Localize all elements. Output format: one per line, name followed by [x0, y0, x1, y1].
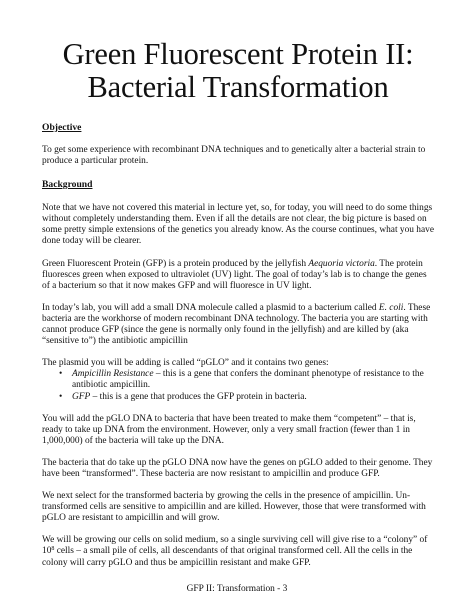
plasmid-intro-paragraph: In today’s lab, you will add a small DNA molecule called a plasmid to a bacterium called E. coli. These bacteria are the workhorse of modern recombinant DNA technology. The bacteria you are starting with cannot produce GFP (since the gene is normally only found in the jellyfish) and are killed by (aka “sensitive to”) the antibiotic ampicillin — [42, 302, 431, 347]
title-line-1: Green Fluorescent Protein II: — [62, 37, 414, 71]
gene-list — [42, 369, 434, 402]
gene-name: GFP — [72, 391, 91, 402]
bullet-icon: • — [59, 391, 63, 402]
objective-heading: Objective — [42, 122, 82, 133]
page-title — [42, 0, 434, 104]
gene-name: Ampicillin Resistance — [72, 369, 154, 380]
list-item — [42, 369, 434, 391]
bullet-icon: • — [59, 369, 63, 380]
list-item — [42, 392, 434, 403]
background-heading: Background — [42, 179, 93, 191]
gfp-paragraph: Green Fluorescent Protein (GFP) is a protein produced by the jellyfish Aequoria victoria. The protein fluoresces green when exposed to ultraviolet (UV) light. The goal of today’s lab is to change the genes of a bacterium so that it now makes GFP and will fluoresce in UV light. — [42, 258, 427, 291]
bacterium-name: E. coli — [378, 302, 404, 313]
objective-text: To get some experience with recombinant DNA techniques and to genetically alter a bacterial strain to produce a particular protein. — [42, 145, 426, 167]
page-footer: GFP II: Transformation - 3 — [186, 584, 288, 594]
colony-paragraph: We will be growing our cells on solid medium, so a single surviving cell will give rise to a “colony” of $10^8$ cells – a small pile of cells, all descendants of that original transformed cell. All the cells in the colony will carry pGLO and thus be ampicillin resistant and make GFP. — [42, 535, 428, 568]
title-line-2: Bacterial Transformation — [87, 70, 389, 104]
plasmid-genes-intro: The plasmid you will be adding is called “pGLO” and it contains two genes: — [42, 358, 329, 369]
gene-description: – this is a gene that produces the GFP protein in bacteria. — [90, 391, 307, 402]
competent-paragraph: You will add the pGLO DNA to bacteria that have been treated to make them “competent” – that is, ready to take up DNA from the environment. However, only a very small fraction (fewer than 1 in 1,000,000) of the bacteria will take up the DNA. — [42, 413, 416, 446]
species-name: Aequoria victoria — [308, 258, 375, 269]
selection-paragraph: We next select for the transformed bacteria by growing the cells in the presence of ampicillin. Un-transformed cells are sensitive to ampicillin and are killed. However, those that were transformed with pGLO are resistant to ampicillin and will grow. — [42, 491, 426, 524]
background-paragraph-1: Note that we have not covered this material in lecture yet, so, for today, you will need to do some things without completely understanding them. Even if all the details are not clear, the big picture is based on some pretty simple extensions of the genetics you already know. As the course continues, what you have done today will be clearer. — [42, 203, 435, 247]
exponent: 8 — [51, 546, 55, 553]
gene-description: – this is a gene that confers the dominant phenotype of resistance to the antibiotic ampicillin. — [72, 369, 424, 391]
transformed-paragraph: The bacteria that do take up the pGLO DNA now have the genes on pGLO added to their genome. They have been “transformed”. These bacteria are now resistant to ampicillin and produce GFP. — [42, 457, 433, 479]
